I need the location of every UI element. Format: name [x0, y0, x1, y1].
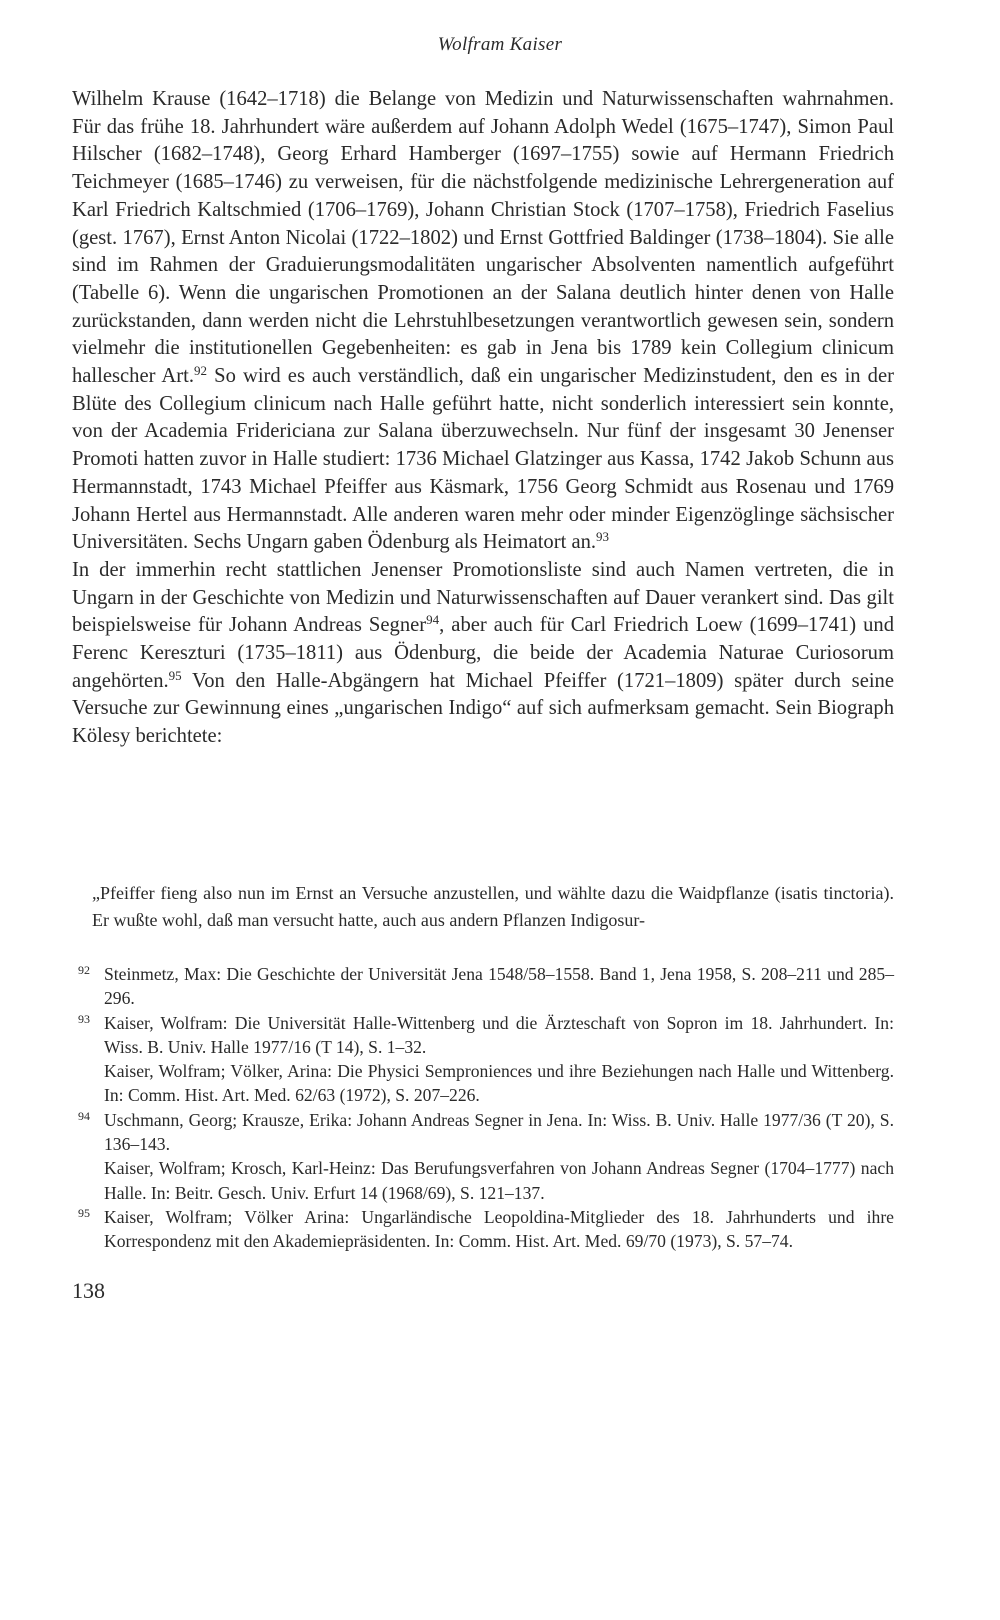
footnote-text: Steinmetz, Max: Die Geschichte der Universität Jena 1548/58–1558. Band 1, Jena 1958, S. 208–211 und 285–296. — [104, 964, 894, 1009]
paragraph-text: In der immerhin recht stattlichen Jenenser Promotionsliste sind auch Namen vertreten, die in Ungarn in der Geschichte von Medizin und Naturwissenschaften auf Dauer verankert sind. Das gilt beispielsweise für Johann Andreas Segner — [72, 558, 894, 637]
block-quote: „Pfeiffer fieng also nun im Ernst an Versuche anzustellen, und wählte dazu die Waidpflanze (isatis tinctoria). Er wußte wohl, daß man versucht hatte, auch aus andern Pflanzen Indigosur- — [92, 883, 894, 930]
footnote-number: 93 — [78, 1011, 90, 1026]
paragraph-1 — [72, 86, 894, 557]
running-head: Wolfram Kaiser — [437, 34, 563, 55]
footnote-text: Uschmann, Georg; Krausze, Erika: Johann Andreas Segner in Jena. In: Wiss. B. Univ. Halle 1977/36 (T 20), S. 136–143. — [104, 1109, 894, 1155]
paragraph-2 — [72, 557, 894, 751]
footnote-number: 95 — [78, 1205, 90, 1220]
footnote-ref-95[interactable]: 95 — [168, 667, 182, 683]
footnote-94-continuation: Kaiser, Wolfram; Krosch, Karl-Heinz: Das Berufungsverfahren von Johann Andreas Segner (1704–1777) nach Halle. In: Beitr. Gesch. Univ. Erfurt 14 (1968/69), S. 121–137. — [104, 1158, 894, 1203]
footnote-93-continuation: Kaiser, Wolfram; Völker, Arina: Die Physici Semproniences und ihre Beziehungen nach Halle und Wittenberg. In: Comm. Hist. Art. Med. 62/63 (1972), S. 207–226. — [104, 1061, 894, 1106]
paragraph-text: Von den Halle-Abgängern hat Michael Pfeiffer (1721–1809) später durch seine Versuche zur Gewinnung eines „ungarischen Indigo“ auf sich aufmerksam gemacht. Sein Biograph Kölesy berichtete: — [72, 669, 894, 748]
footnote-text: Kaiser, Wolfram; Völker Arina: Ungarländische Leopoldina-Mitglieder des 18. Jahrhunderts und ihre Korrespondenz mit den Akademiepräsidenten. In: Comm. Hist. Art. Med. 69/70 (1973), S. 57–74. — [104, 1206, 894, 1252]
footnote-93 — [72, 1011, 894, 1060]
footnote-text: Kaiser, Wolfram: Die Universität Halle-Wittenberg und die Ärzteschaft von Sopron im 18. Jahrhundert. In: Wiss. B. Univ. Halle 1977/16 (T 14), S. 1–32. — [104, 1012, 894, 1057]
footnote-ref-92[interactable]: 92 — [194, 363, 208, 379]
footnote-94 — [72, 1108, 894, 1157]
paragraph-text: , aber auch für Carl Friedrich Loew (1699–1741) und Ferenc Kereszturi (1735–1811) aus Ödenburg, die beide der Academia Naturae Curiosorum angehörten. — [72, 614, 894, 692]
footnote-number: 94 — [78, 1108, 90, 1123]
footnote-number: 92 — [78, 963, 90, 977]
paragraph-text: Wilhelm Krause (1642–1718) die Belange von Medizin und Naturwissenschaften wahrnahmen. Für das frühe 18. Jahrhundert wäre außerdem auf Johann Adolph Wedel (1675–1747), Simon Paul Hilscher (1682–1748), Georg Erhard Hamberger (1697–1755) sowie auf Hermann Friedrich Teichmeyer (1685–1746) zu verweisen, für die nächstfolgende medizinische Lehrergeneration auf Karl Friedrich Kaltschmied (1706–1769), Johann Christian Stock (1707–1758), Friedrich Faselius (gest. 1767), Ernst Anton Nicolai (1722–1802) und Ernst Gottfried Baldinger (1738–1804). Sie alle sind im Rahmen der Graduierungsmodalitäten ungarischer Absolventen namentlich aufgeführt (Tabelle 6). Wenn die ungarischen Promotionen an der Salana deutlich hinter denen von Halle zurückstanden, dann werden nicht die Lehrstuhlbesetzungen verantwortlich gewesen sein, sondern vielmehr die institutionellen Gegebenheiten: es gab in Jena bis 1789 kein Collegium clinicum hallescher Art. — [72, 88, 894, 388]
footnotes — [72, 962, 894, 1254]
footnote-ref-94[interactable]: 94 — [426, 612, 440, 628]
paragraph-text: So wird es auch verständlich, daß ein ungarischer Medizinstudent, den es in der Blüte des Collegium clinicum nach Halle geführt hatte, nicht sonderlich interessiert sein konnte, von der Academia Fridericiana zur Salana überzuwechseln. Nur fünf der insgesamt 30 Jenenser Promoti hatten zuvor in Halle studiert: 1736 Michael Glatzinger aus Kassa, 1742 Jakob Schunn aus Hermannstadt, 1743 Michael Pfeiffer aus Käsmark, 1756 Georg Schmidt aus Rosenau und 1769 Johann Hertel aus Hermannstadt. Alle anderen waren mehr oder minder Eigenzöglinge sächsischer Universitäten. Sechs Ungarn gaben Ödenburg als Heimatort an. — [72, 365, 894, 554]
page-number: 138 — [72, 1278, 105, 1303]
body-text — [72, 86, 894, 751]
footnote-ref-93[interactable]: 93 — [596, 529, 610, 545]
footnote-95 — [72, 1205, 894, 1254]
footnote-92 — [72, 962, 894, 1011]
